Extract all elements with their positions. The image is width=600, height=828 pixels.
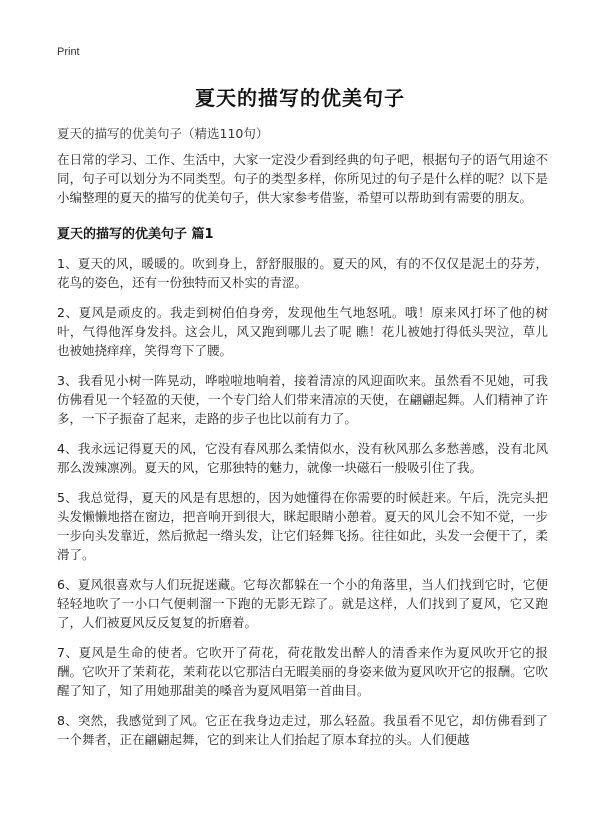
article-body	[57, 150, 548, 760]
paragraph-3: 3、我看见小树一阵晃动，哗啦啦地响着，接着清凉的风迎面吹来。虽然看不见她，可我仿佛看见一个轻盈的天使，一个专门给人们带来清凉的天使，在翩翩起舞。人们精神了许多，一下子振奋了起来，走路的步子也比以前有力了。	[57, 373, 548, 426]
intro-paragraph: 在日常的学习、工作、生活中，大家一定没少看到经典的句子吧，根据句子的语气用途不同，句子可以划分为不同类型。句子的类型多样，你所见过的句子是什么样的呢？以下是小编整理的夏天的描写的优美句子，供大家参考借鉴，希望可以帮助到有需要的朋友。	[57, 152, 548, 205]
paragraph-6: 6、夏风很喜欢与人们玩捉迷藏。它每次都躲在一个小的角落里，当人们找到它时，它便轻轻地吹了一小口气便刺溜一下跑的无影无踪了。就是这样，人们找到了夏风，它又跑了，人们被夏风反反复复的折磨着。	[57, 577, 548, 630]
paragraph-7: 7、夏风是生命的使者。它吹开了荷花，荷花散发出醉人的清香来作为夏风吹开它的报酬。它吹开了茉莉花，茉莉花以它那洁白无暇美丽的身姿来做为夏风吹开它的报酬。它吹醒了知了，知了用她那甜美的嗓音为夏风唱第一首曲目。	[57, 645, 548, 698]
paragraph-1: 1、夏天的风，暖暖的。吹到身上，舒舒服服的。夏天的风，有的不仅仅是泥土的芬芳，花鸟的姿色，还有一份独特而又朴实的青涩。	[57, 256, 548, 290]
section-heading: 夏天的描写的优美句子 篇1	[57, 227, 214, 242]
paragraph-2: 2、夏风是顽皮的。我走到树伯伯身旁，发现他生气地怒吼。哦！原来风打坏了他的树叶，气得他浑身发抖。这会儿，风又跑到哪儿去了呢 瞧！花儿被她打得低头哭泣，草儿也被她挠痒痒，笑得弯下了腰。	[57, 305, 548, 358]
paragraph-4: 4、我永远记得夏天的风，它没有春风那么柔情似水，没有秋风那么多愁善感，没有北风那么泼辣凛冽。夏天的风，它那独特的魅力，就像一块磁石一般吸引住了我。	[57, 441, 548, 475]
paragraph-8: 8、突然，我感觉到了风。它正在我身边走过，那么轻盈。我虽看不见它，却仿佛看到了一个舞者，正在翩翩起舞，它的到来让人们抬起了原本耷拉的头。人们便越	[57, 713, 548, 747]
paragraph-5: 5、我总觉得，夏天的风是有思想的，因为她懂得在你需要的时候赶来。午后，洗完头把头发懒懒地搭在窗边，把音响开到很大，眯起眼睛小憩着。夏天的风儿会不知不觉，一步一步向头发靠近，然后掀起一绺头发，让它们轻舞飞扬。往往如此，头发一会便干了，柔滑了。	[57, 490, 548, 562]
page-subtitle: 夏天的描写的优美句子（精选110句）	[57, 126, 269, 141]
print-link[interactable]: Print	[57, 46, 80, 58]
page-title: 夏天的描写的优美句子	[195, 86, 405, 110]
